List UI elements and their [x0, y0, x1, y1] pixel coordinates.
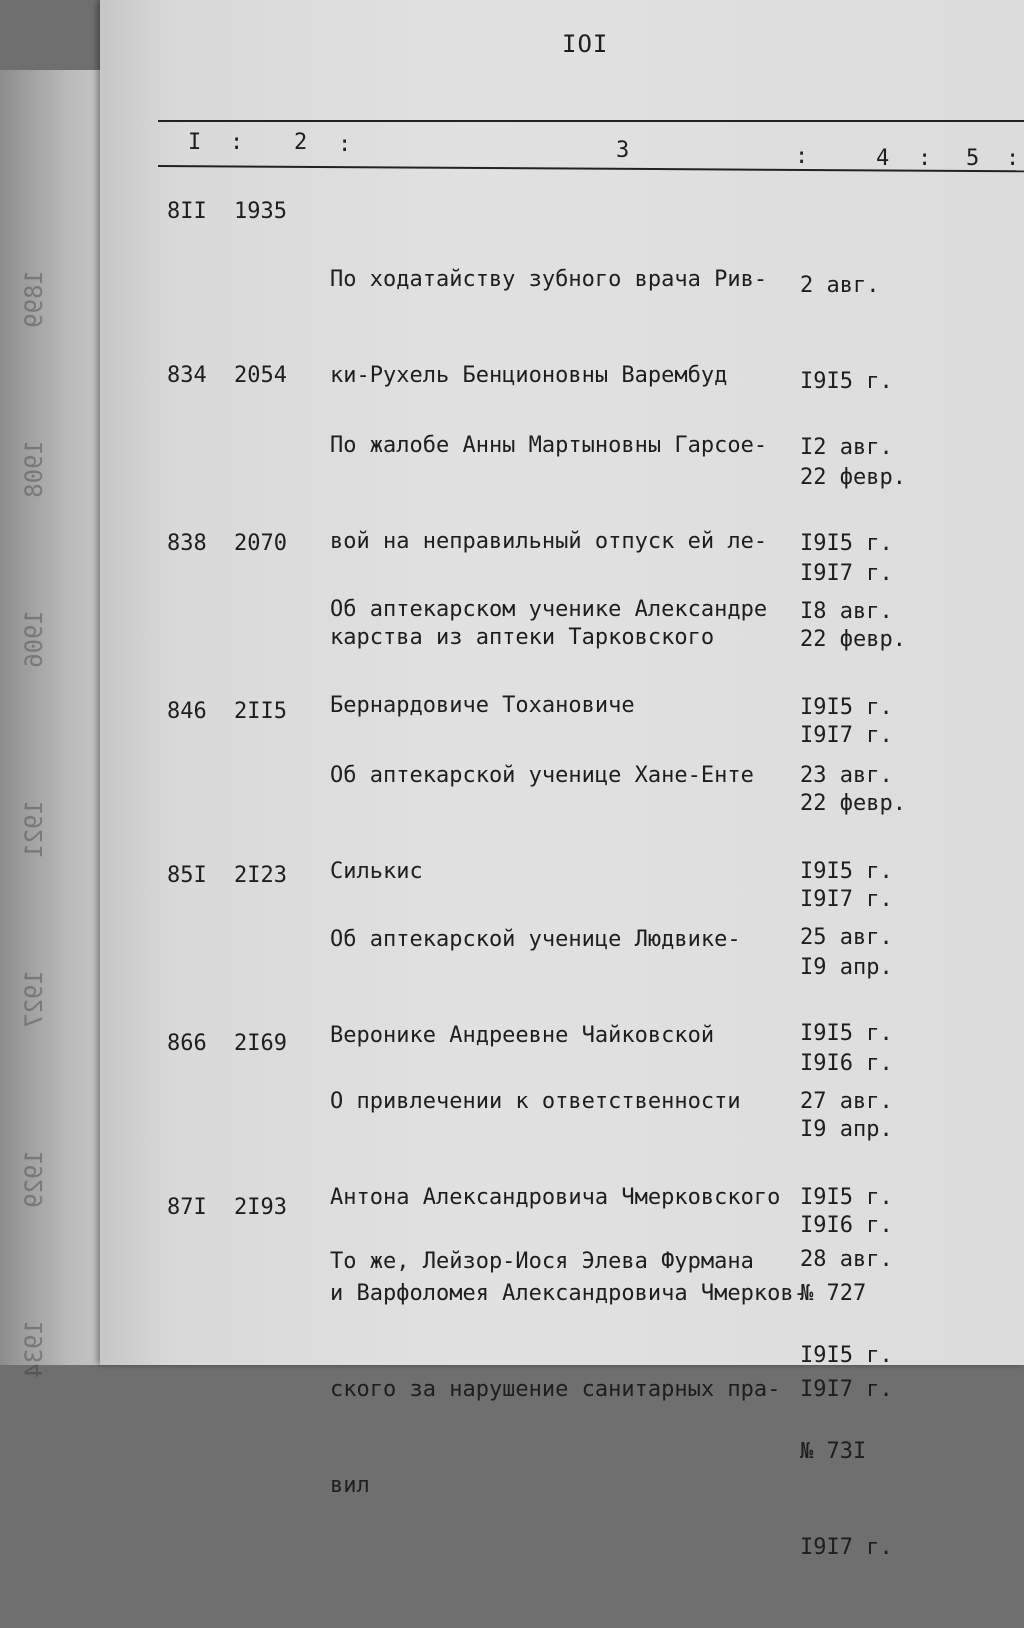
- record-number: 838: [167, 531, 207, 556]
- file-number: 2054: [234, 363, 287, 388]
- column-header-2: 2: [294, 130, 308, 155]
- title-line: и Варфоломея Александровича Чмерков-: [330, 1281, 807, 1306]
- underlying-page: [0, 70, 110, 1378]
- page-number: IOI: [562, 30, 609, 58]
- title-line: Об аптекарском ученике Александре: [330, 597, 768, 622]
- date-line: I8 авг.: [800, 599, 893, 624]
- date-line: № 73I: [800, 1439, 867, 1464]
- column-separator: :: [918, 146, 932, 171]
- title-line: ки-Рухель Бенционовны Варембуд: [330, 363, 728, 388]
- column-separator: :: [338, 132, 352, 157]
- date-line: I9I5 г.: [800, 1021, 893, 1046]
- title-line: вой на неправильный отпуск ей ле-: [330, 529, 768, 554]
- date-line: 27 авг.: [800, 1089, 893, 1114]
- file-number: 1935: [234, 199, 287, 224]
- title-line: Бернардовиче Тохановиче: [330, 693, 635, 718]
- underlying-number: 1927: [20, 970, 48, 1028]
- date-line: 23 авг.: [800, 763, 893, 788]
- date-line: I9I5 г.: [800, 1343, 893, 1368]
- underlying-number: 1921: [20, 800, 48, 858]
- date-line: I2 авг.: [800, 435, 893, 460]
- date-line: 22 февр.: [800, 791, 906, 816]
- file-number: 2I23: [234, 863, 287, 888]
- date-line: I9I5 г.: [800, 531, 893, 556]
- title-line: Антона Александровича Чмерковского: [330, 1185, 781, 1210]
- title-line: Веронике Андреевне Чайковской: [330, 1023, 715, 1048]
- title-line: ского за нарушение санитарных пра-: [330, 1377, 781, 1402]
- date-line: 25 авг.: [800, 925, 893, 950]
- title-line: То же, Лейзор-Иося Элева Фурмана: [330, 1249, 754, 1274]
- column-header-5: 5: [966, 146, 980, 171]
- underlying-number: 1908: [20, 440, 48, 498]
- title-line: вил: [330, 1473, 370, 1498]
- date-line: I9I5 г.: [800, 695, 893, 720]
- title-line: Об аптекарской ученице Людвике-: [330, 927, 741, 952]
- date-line: № 727: [800, 1281, 867, 1306]
- record-number: 846: [167, 699, 207, 724]
- file-number: 2070: [234, 531, 287, 556]
- date-line: I9I7 г.: [800, 723, 893, 748]
- date-line: I9I6 г.: [800, 1213, 893, 1238]
- date-line: 28 авг.: [800, 1247, 893, 1272]
- date-line: 2 авг.: [800, 273, 880, 298]
- date-line: 22 февр.: [800, 465, 906, 490]
- date-line: I9 апр.: [800, 1117, 893, 1142]
- underlying-number: 1899: [20, 270, 48, 328]
- column-header-4: 4: [876, 146, 890, 171]
- file-number: 2II5: [234, 699, 287, 724]
- column-separator: :: [230, 130, 244, 155]
- title-line: Об аптекарской ученице Хане-Енте: [330, 763, 754, 788]
- underlying-number: 1906: [20, 610, 48, 668]
- date-line: I9I7 г.: [800, 1535, 893, 1560]
- date-line: I9I5 г.: [800, 369, 893, 394]
- record-number: 87I: [167, 1195, 207, 1220]
- date-line: 22 февр.: [800, 627, 906, 652]
- column-header-1: I: [188, 130, 202, 155]
- date-line: I9I7 г.: [800, 561, 893, 586]
- record-number: 8II: [167, 199, 207, 224]
- date-line: I9I5 г.: [800, 859, 893, 884]
- record-number: 85I: [167, 863, 207, 888]
- title-line: Силькис: [330, 859, 423, 884]
- case-dates: [800, 1180, 893, 1628]
- date-line: I9I6 г.: [800, 1051, 893, 1076]
- underlying-number: 1934: [20, 1320, 48, 1378]
- column-separator: :: [795, 144, 809, 169]
- file-number: 2I93: [234, 1195, 287, 1220]
- date-line: I9I5 г.: [800, 1185, 893, 1210]
- title-line: карства из аптеки Тарковского: [330, 625, 715, 650]
- header-top-rule: [158, 120, 1024, 122]
- underlying-number: 1929: [20, 1150, 48, 1208]
- record-number: 866: [167, 1031, 207, 1056]
- title-line: О привлечении к ответственности: [330, 1089, 741, 1114]
- column-header-3: 3: [616, 138, 630, 163]
- date-line: I9I7 г.: [800, 887, 893, 912]
- title-line: По ходатайству зубного врача Рив-: [330, 267, 768, 292]
- date-line: I9I7 г.: [800, 1377, 893, 1402]
- date-line: I9 апр.: [800, 955, 893, 980]
- title-line: По жалобе Анны Мартыновны Гарсое-: [330, 433, 768, 458]
- column-separator: :: [1006, 146, 1020, 171]
- case-title: [330, 1182, 807, 1342]
- record-number: 834: [167, 363, 207, 388]
- file-number: 2I69: [234, 1031, 287, 1056]
